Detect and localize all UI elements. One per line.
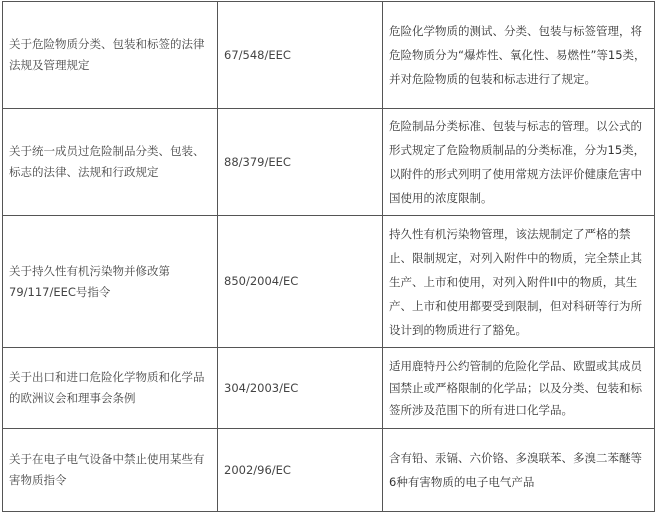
regulation-description-cell: 含有铅、汞镉、六价铬、多溴联苯、多溴二苯醚等6种有害物质的电子电气产品 [383,429,655,512]
regulation-name-cell: 关于出口和进口危险化学物质和化学品的欧洲议会和理事会条例 [3,348,218,429]
table-row [3,2,655,109]
regulations-table [2,1,655,512]
table-row [3,109,655,216]
regulation-code-cell: 850/2004/EC [218,216,383,348]
regulation-code-cell: 2002/96/EC [218,429,383,512]
regulation-description-cell: 持久性有机污染物管理，该法规制定了严格的禁止、限制规定，对列入附件中的物质，完全禁止其生产、上市和使用，对列入附件II中的物质，其生产、上市和使用都要受到限制，但对科研等行为所设计到的物质进行了豁免。 [383,216,655,348]
regulation-name-cell: 关于统一成员过危险制品分类、包装、标志的法律、法规和行政规定 [3,109,218,216]
regulation-description-cell: 危险化学物质的测试、分类、包装与标签管理，将危险物质分为“爆炸性、氧化性、易燃性”等15类，并对危险物质的包装和标志进行了规定。 [383,2,655,109]
regulation-description-cell: 适用鹿特丹公约管制的危险化学品、欧盟或其成员国禁止或严格限制的化学品；以及分类、包装和标签所涉及范围下的所有进口化学品。 [383,348,655,429]
table-row [3,429,655,512]
table-row [3,216,655,348]
regulation-code-cell: 304/2003/EC [218,348,383,429]
regulation-code-cell: 88/379/EEC [218,109,383,216]
regulation-code-cell: 67/548/EEC [218,2,383,109]
table-row [3,348,655,429]
regulation-name-cell: 关于危险物质分类、包装和标签的法律法规及管理规定 [3,2,218,109]
regulation-name-cell: 关于持久性有机污染物并修改第79/117/EEC号指令 [3,216,218,348]
regulation-description-cell: 危险制品分类标准、包装与标志的管理。以公式的形式规定了危险物质制品的分类标准，分为15类，以附件的形式列明了使用常规方法评价健康危害中国使用的浓度限制。 [383,109,655,216]
regulation-name-cell: 关于在电子电气设备中禁止使用某些有害物质指令 [3,429,218,512]
